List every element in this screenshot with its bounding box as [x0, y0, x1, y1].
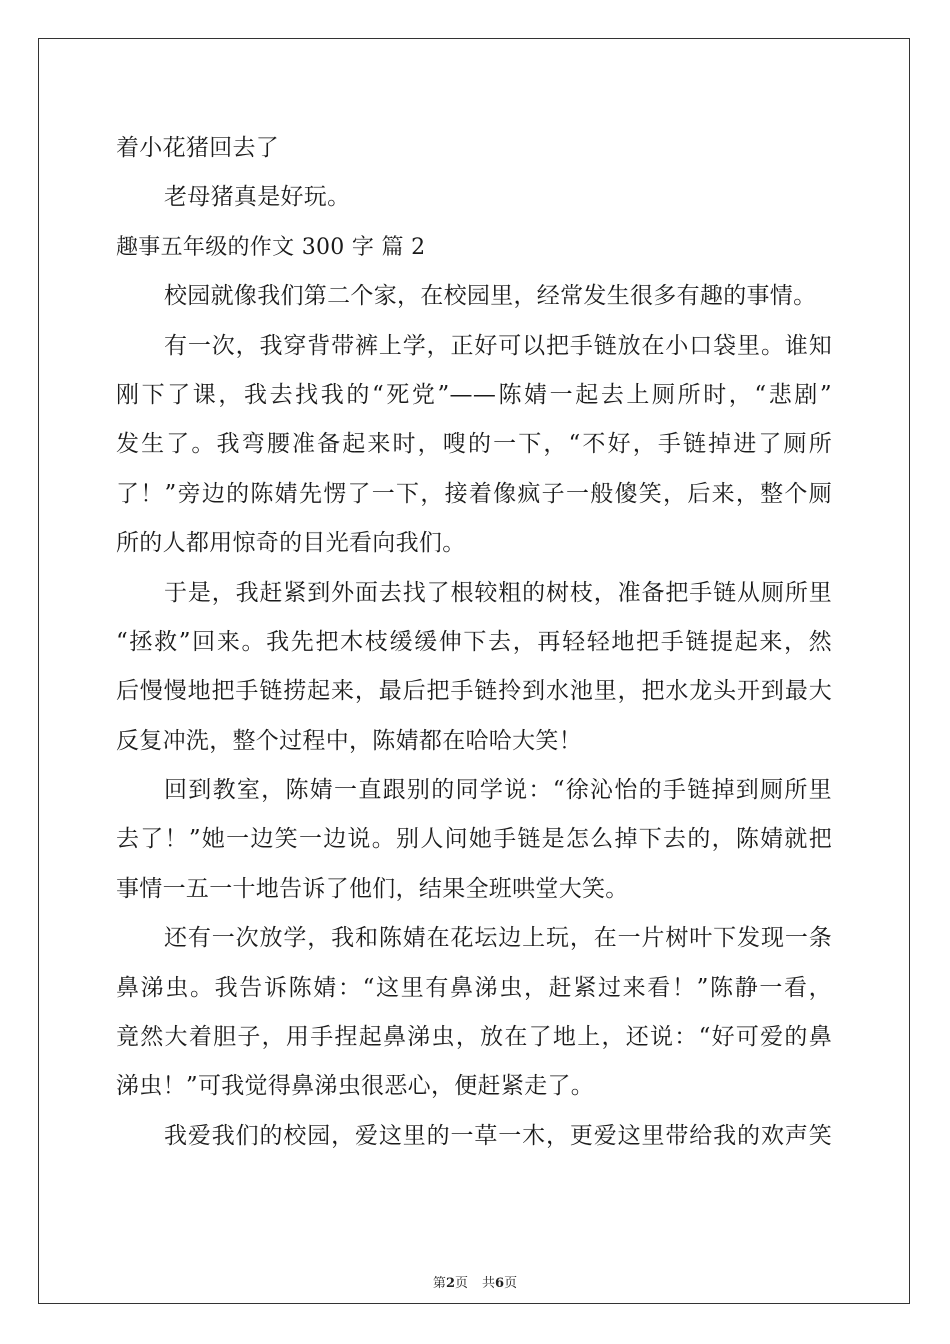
- text-line: 所的人都用惊奇的目光看向我们。: [116, 530, 466, 557]
- text-line: 涕虫！”可我觉得鼻涕虫很恶心，便赶紧走了。: [116, 1073, 595, 1100]
- text-line: 回到教室，陈婧一直跟别的同学说：“徐沁怡的手链掉到厕所里: [164, 777, 832, 804]
- text-line: 校园就像我们第二个家，在校园里，经常发生很多有趣的事情。: [164, 283, 817, 310]
- document-body: [116, 124, 832, 1161]
- text-line: 于是，我赶紧到外面去找了根较粗的树枝，准备把手链从厕所里: [164, 579, 832, 606]
- text-line: 后慢慢地把手链捞起来，最后把手链拎到水池里，把水龙头开到最大: [116, 678, 832, 705]
- text-line: 去了！”她一边笑一边说。别人问她手链是怎么掉下去的，陈婧就把: [116, 826, 832, 853]
- page-prefix: 第: [432, 1276, 446, 1291]
- text-line: “拯救”回来。我先把木枝缓缓伸下去，再轻轻地把手链提起来，然: [116, 628, 832, 655]
- page-suffix: 页: [454, 1276, 468, 1291]
- total-suffix: 页: [504, 1276, 518, 1291]
- page-footer: [0, 1272, 950, 1291]
- text-line: 反复冲洗，整个过程中，陈婧都在哈哈大笑！: [116, 727, 582, 754]
- text-line: 刚下了课，我去找我的“死党”——陈婧一起去上厕所时，“悲剧”: [116, 381, 832, 408]
- total-pages: 6: [495, 1276, 505, 1291]
- text-line: 发生了。我弯腰准备起来时，嗖的一下，“不好，手链掉进了厕所: [116, 431, 832, 458]
- text-line: 有一次，我穿背带裤上学，正好可以把手链放在小口袋里。谁知: [164, 332, 832, 359]
- page-number: 2: [445, 1276, 455, 1291]
- section-heading: 趣事五年级的作文 300 字 篇 2: [116, 234, 426, 260]
- text-line: 还有一次放学，我和陈婧在花坛边上玩，在一片树叶下发现一条: [164, 925, 832, 952]
- text-line: 着小花猪回去了: [116, 135, 280, 161]
- text-line: 我爱我们的校园，爱这里的一草一木，更爱这里带给我的欢声笑: [164, 1122, 832, 1149]
- text-line: 了！”旁边的陈婧先愣了一下，接着像疯子一般傻笑，后来，整个厕: [116, 480, 832, 507]
- text-line: 鼻涕虫。我告诉陈婧：“这里有鼻涕虫，赶紧过来看！”陈静一看，: [116, 974, 832, 1001]
- text-line: 事情一五一十地告诉了他们，结果全班哄堂大笑。: [116, 875, 629, 902]
- total-prefix: 共: [482, 1276, 496, 1291]
- text-line: 老母猪真是好玩。: [164, 184, 351, 211]
- text-line: 竟然大着胆子，用手捏起鼻涕虫，放在了地上，还说：“好可爱的鼻: [116, 1024, 832, 1051]
